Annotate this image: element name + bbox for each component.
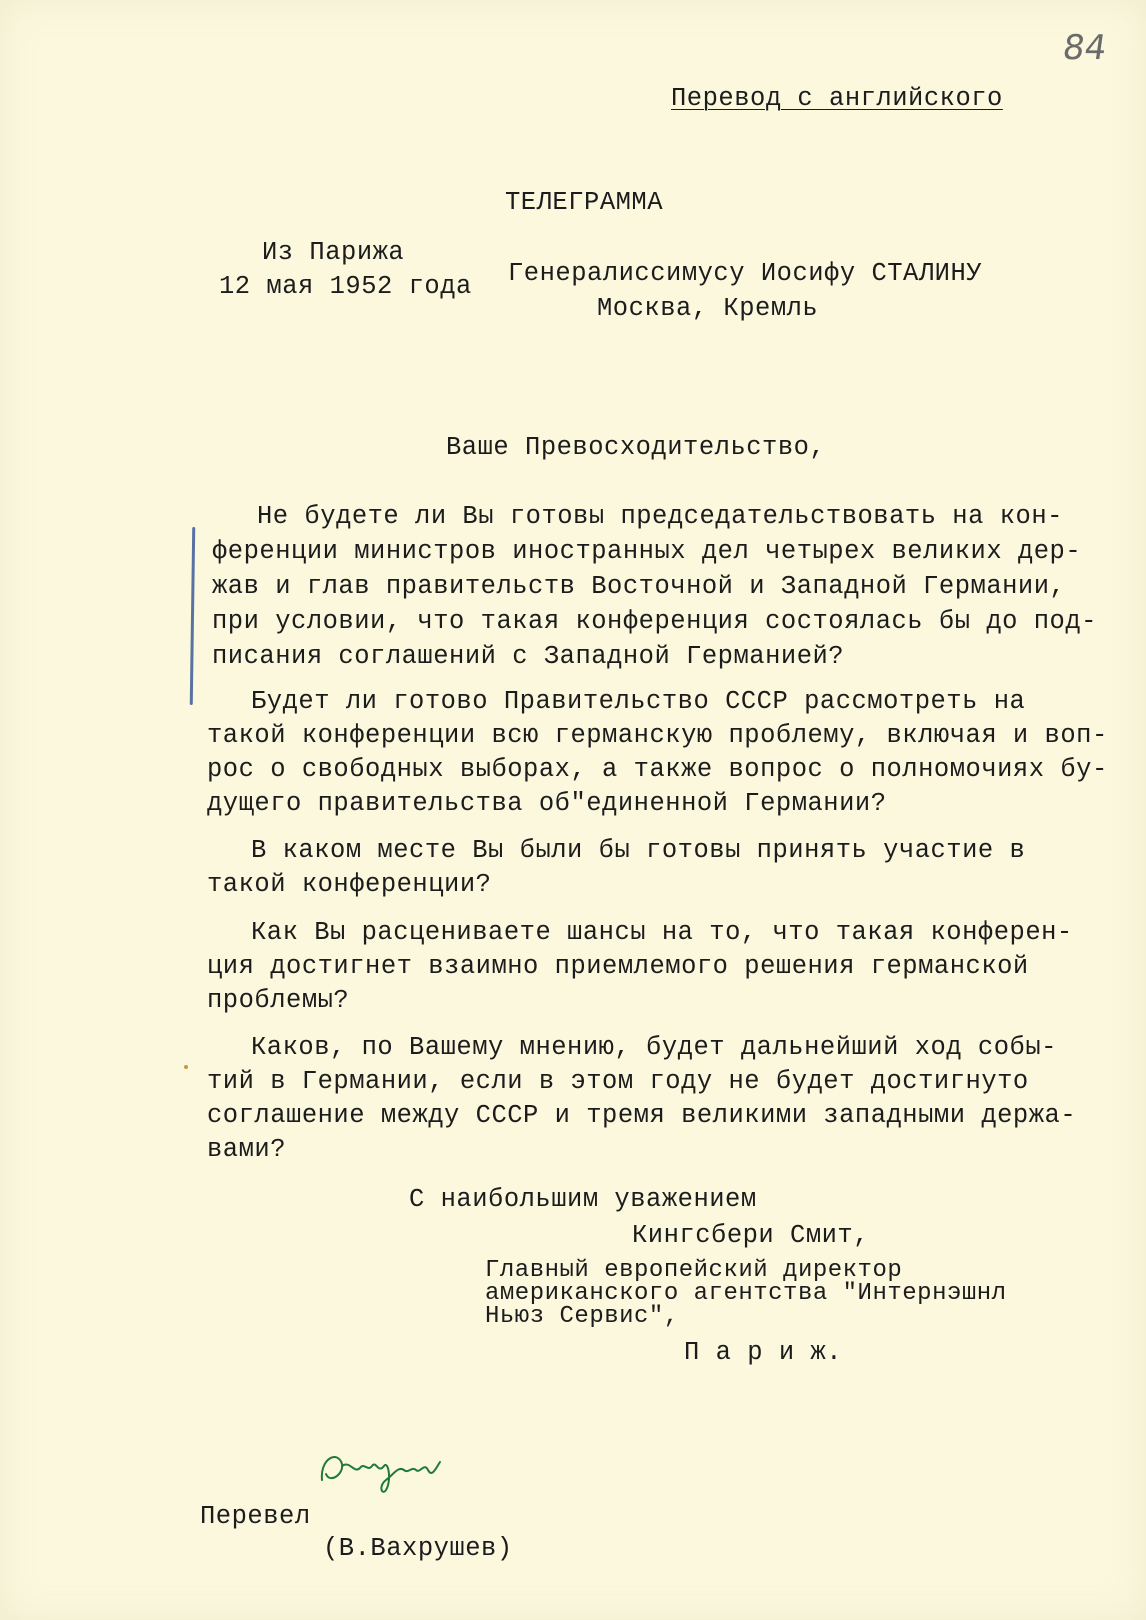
translator-label: Перевел: [200, 1502, 311, 1531]
page-number: 84: [1060, 28, 1110, 68]
body-line: писания соглашений с Западной Германией?: [212, 642, 845, 671]
body-line: Как Вы расцениваете шансы на то, что такая конферен-: [251, 918, 1073, 947]
header-note: Перевод с английского: [671, 84, 1003, 113]
body-line: жав и глав правительств Восточной и Западной Германии,: [212, 572, 1066, 601]
body-line: Не будете ли Вы готовы председательствовать на кон-: [257, 502, 1063, 531]
body-line: ция достигнет взаимно приемлемого решения германской: [207, 952, 1029, 981]
from-place: Из Парижа: [262, 238, 405, 267]
body-line: рос о свободных выборах, а также вопрос о полномочиях бу-: [207, 755, 1108, 784]
signer-title-line: Ньюз Сервис",: [485, 1303, 679, 1330]
document-title: ТЕЛЕГРАММА: [505, 188, 664, 217]
body-line: тий в Германии, если в этом году не будет достигнуто: [207, 1067, 1029, 1096]
body-line: дущего правительства об"единенной Германии?: [207, 789, 887, 818]
translator-name: (В.Вахрушев): [323, 1534, 513, 1563]
body-line: при условии, что такая конференция состоялась бы до под-: [212, 607, 1097, 636]
from-date: 12 мая 1952 года: [219, 272, 472, 301]
body-line: такой конференции?: [207, 870, 492, 899]
body-line: В каком месте Вы были бы готовы принять участие в: [251, 836, 1026, 865]
body-line: вами?: [207, 1135, 287, 1164]
body-line: Каков, по Вашему мнению, будет дальнейший ход собы-: [251, 1033, 1057, 1062]
signer-title-line: Главный европейский директор: [485, 1257, 903, 1284]
addressee-name: Генералиссимусу Иосифу СТАЛИНУ: [508, 259, 983, 288]
body-line: такой конференции всю германскую проблему, включая и воп-: [207, 721, 1108, 750]
salutation: Ваше Превосходительство,: [446, 433, 826, 462]
body-line: Будет ли готово Правительство СССР рассмотреть на: [251, 687, 1026, 716]
body-line: соглашение между СССР и тремя великими западными держа-: [207, 1101, 1077, 1130]
body-line: проблемы?: [207, 986, 350, 1015]
body-line: ференции министров иностранных дел четырех великих дер-: [212, 537, 1082, 566]
closing: С наибольшим уважением: [409, 1185, 757, 1214]
addressee-address: Москва, Кремль: [597, 294, 819, 323]
signer-title-line: американского агентства "Интернэшнл: [485, 1280, 1007, 1307]
translator-signature-graphic: [316, 1440, 446, 1500]
signer-city: П а р и ж.: [684, 1338, 843, 1367]
ink-speck: [184, 1065, 188, 1069]
signer-name: Кингсбери Смит,: [632, 1221, 870, 1250]
margin-mark: [190, 527, 195, 705]
